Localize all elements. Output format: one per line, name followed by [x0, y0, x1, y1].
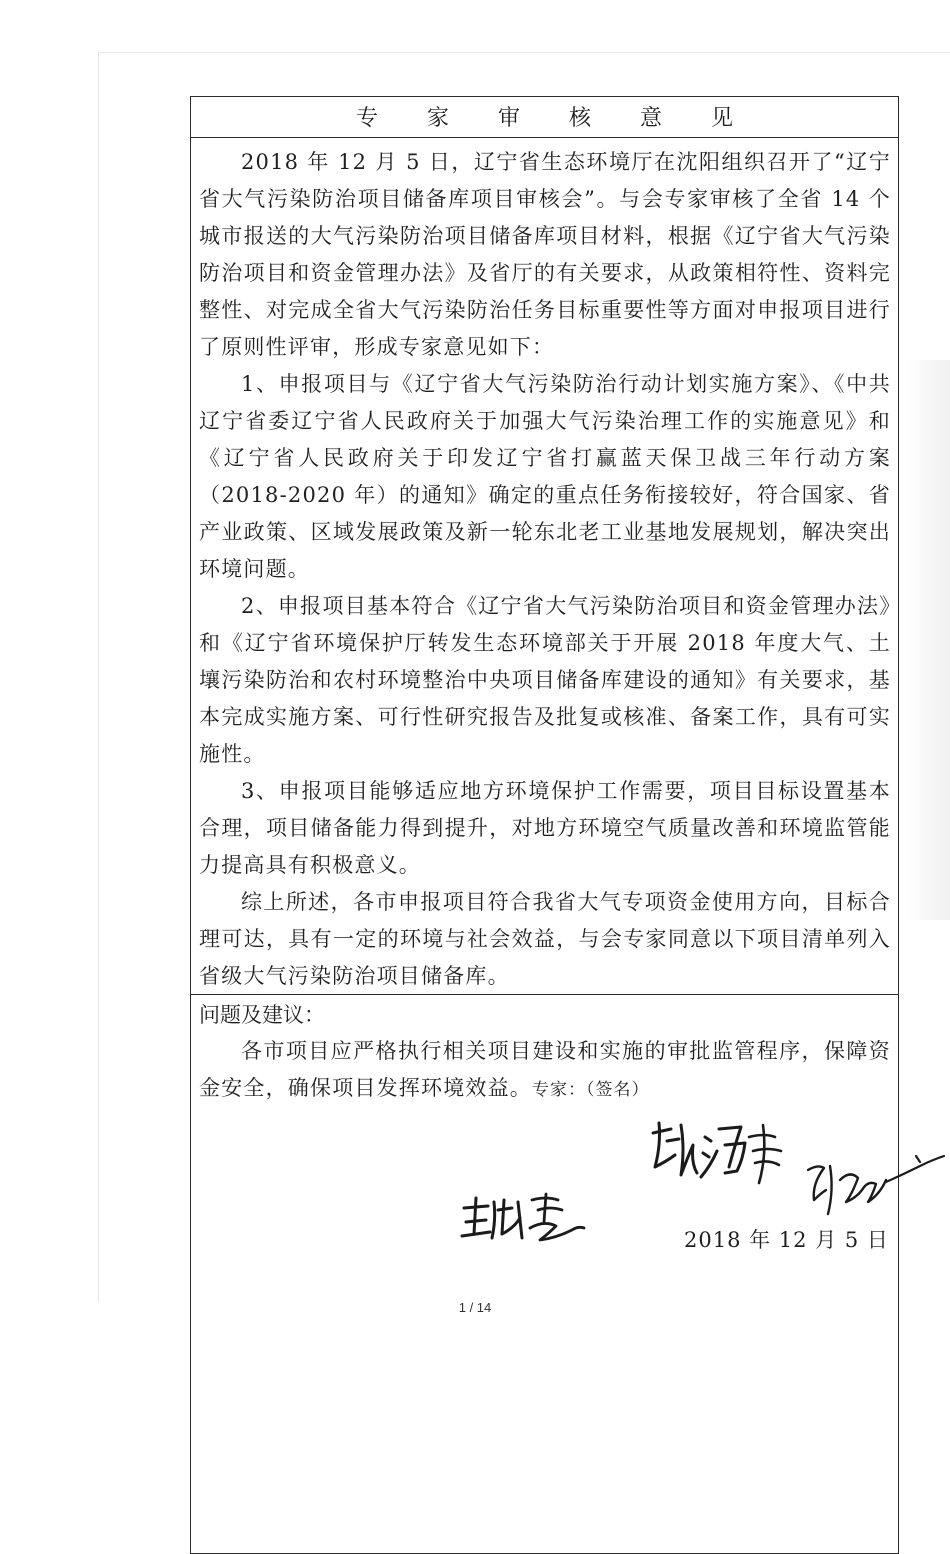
signature-3	[460, 1188, 590, 1252]
issues-section	[199, 997, 891, 1109]
scan-shadow	[905, 360, 950, 920]
signature-label: 专家：（签名）	[532, 1080, 650, 1100]
issues-heading: 问题及建议：	[199, 1003, 325, 1027]
opinion-item-2: 2、申报项目基本符合《辽宁省大气污染防治项目和资金管理办法》和《辽宁省环境保护厅转发生态环境部关于开展 2018 年度大气、土壤污染防治和农村环境整治中央项目储备库建设的通知》有关要求，基本完成实施方案、可行性研究报告及批复或核准、备案工作，具有可实施性。	[199, 594, 891, 766]
suggestion-text: 各市项目应严格执行相关项目建设和实施的审批监管程序，保障资金安全，确保项目发挥环境效益。	[199, 1039, 891, 1100]
opinion-body	[199, 144, 891, 995]
title-row	[190, 96, 899, 138]
page-indicator: 1 / 14	[458, 1300, 492, 1315]
page-title: 专 家 审 核 意 见	[356, 106, 754, 131]
page-border-left	[98, 52, 99, 1302]
signature-2	[800, 1150, 950, 1224]
signature-1	[645, 1115, 795, 1191]
opinion-item-1: 1、申报项目与《辽宁省大气污染防治行动计划实施方案》、《中共辽宁省委辽宁省人民政府关于加强大气污染治理工作的实施意见》和《辽宁省人民政府关于印发辽宁省打赢蓝天保卫战三年行动方案（2018-2020 年）的通知》确定的重点任务衔接较好，符合国家、省产业政策、区域发展政策及新一轮东北老工业基地发展规划，解决突出环境问题。	[199, 372, 891, 581]
page-border-top	[98, 52, 950, 53]
section-divider	[190, 994, 899, 995]
signing-date: 2018 年 12 月 5 日	[684, 1228, 889, 1252]
opinion-item-3: 3、申报项目能够适应地方环境保护工作需要，项目目标设置基本合理，项目储备能力得到提升，对地方环境空气质量改善和环境监管能力提高具有积极意义。	[199, 779, 891, 877]
suggestion-paragraph	[199, 1033, 891, 1109]
intro-paragraph: 2018 年 12 月 5 日，辽宁省生态环境厅在沈阳组织召开了“辽宁省大气污染防治项目储备库项目审核会”。与会专家审核了全省 14 个城市报送的大气污染防治项目储备库项目材料，根据《辽宁省大气污染防治项目和资金管理办法》及省厅的有关要求，从政策相符性、资料完整性、对完成全省大气污染防治任务目标重要性等方面对申报项目进行了原则性评审，形成专家意见如下：	[199, 150, 891, 359]
conclusion-paragraph: 综上所述，各市申报项目符合我省大气专项资金使用方向，目标合理可达，具有一定的环境与社会效益，与会专家同意以下项目清单列入省级大气污染防治项目储备库。	[199, 890, 891, 988]
